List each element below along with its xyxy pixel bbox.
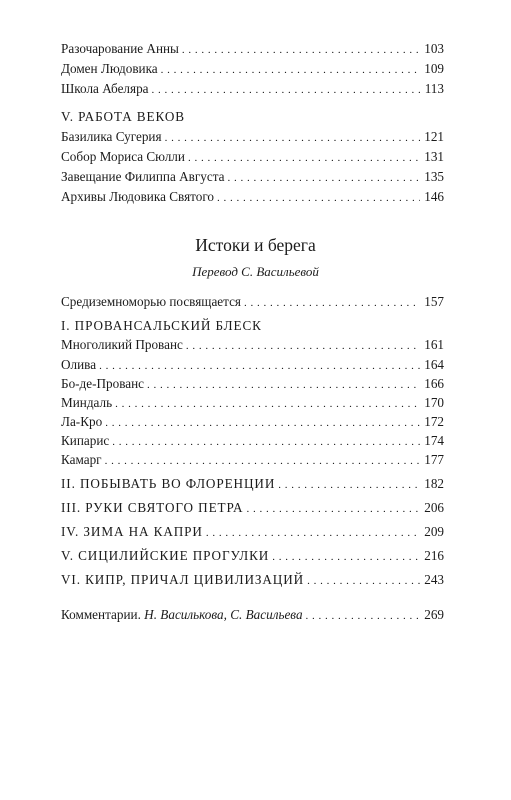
toc-entry-title: Домен Людовика <box>61 61 158 76</box>
dot-leader <box>161 62 421 78</box>
dot-leader <box>112 434 420 450</box>
toc-entry-title: Собор Мориса Сюлли <box>61 149 185 164</box>
toc-part-entry <box>61 524 444 541</box>
dot-leader <box>278 477 420 493</box>
toc-entry-title: Миндаль <box>61 395 113 410</box>
section-heading: I. ПРОВАНСАЛЬСКИЙ БЛЕСК <box>61 318 262 333</box>
toc-entry-title: Ла-Кро <box>61 414 103 429</box>
toc-entry-title: Средиземноморью посвящается <box>61 294 241 309</box>
dot-leader <box>105 453 421 469</box>
toc-entry-page: 174 <box>424 433 444 448</box>
toc-part-entry <box>61 548 444 565</box>
toc-entry-page: 103 <box>424 41 444 56</box>
toc-entry-title: V. СИЦИЛИЙСКИЕ ПРОГУЛКИ <box>61 548 270 563</box>
toc-entry-title: II. ПОБЫВАТЬ ВО ФЛОРЕНЦИИ <box>61 476 276 491</box>
toc-entry <box>61 414 444 431</box>
toc-entry-page: 172 <box>424 414 444 429</box>
toc-entry <box>61 61 444 78</box>
section-heading: V. РАБОТА ВЕКОВ <box>61 109 185 124</box>
toc-entry-page: 113 <box>424 81 444 96</box>
toc-entry <box>61 433 444 450</box>
toc-entry-page: 269 <box>424 607 444 622</box>
dot-leader <box>188 150 420 166</box>
toc-entry-title: IV. ЗИМА НА КАПРИ <box>61 524 203 539</box>
toc-entry <box>61 357 444 374</box>
toc-entry-page: 182 <box>424 476 444 491</box>
toc-entry-page: 243 <box>424 572 444 587</box>
toc-entry <box>61 294 444 311</box>
toc-entry-page: 177 <box>424 452 444 467</box>
toc-entry-page: 131 <box>424 149 444 164</box>
dot-leader <box>272 549 420 565</box>
toc-entry-page: 161 <box>424 337 444 352</box>
toc-entry-page: 170 <box>424 395 444 410</box>
toc-entry <box>61 169 444 186</box>
toc-entry-title: Бо-де-Прованс <box>61 376 145 391</box>
dot-leader <box>246 501 420 517</box>
dot-leader <box>165 130 421 146</box>
toc-entry-title: Олива <box>61 357 97 372</box>
toc-entry-page: 157 <box>424 294 444 309</box>
toc-entry-title: Базилика Сугерия <box>61 129 162 144</box>
dot-leader <box>217 190 420 206</box>
toc-entry-title <box>61 607 306 623</box>
translator-credit: Перевод С. Васильевой <box>192 264 319 279</box>
toc-entry <box>61 129 444 146</box>
toc-entry-page: 109 <box>424 61 444 76</box>
toc-part-entry <box>61 476 444 493</box>
toc-entry-page: 121 <box>424 129 444 144</box>
dot-leader <box>307 573 420 589</box>
toc-entry <box>61 395 444 412</box>
dot-leader <box>152 82 421 98</box>
toc-entry-page: 166 <box>424 376 444 391</box>
dot-leader <box>147 377 420 393</box>
dot-leader <box>99 358 420 374</box>
dot-leader <box>105 415 420 431</box>
toc-entry <box>61 607 444 624</box>
dot-leader <box>206 525 420 541</box>
toc-entry-page: 216 <box>424 548 444 563</box>
dot-leader <box>182 42 420 58</box>
book-title: Истоки и берега <box>195 235 316 255</box>
dot-leader <box>244 295 420 311</box>
dot-leader <box>306 608 421 624</box>
toc-entry-page: 135 <box>424 169 444 184</box>
toc-entry-title: Камарг <box>61 452 102 467</box>
toc-entry-title: Архивы Людовика Святого <box>61 189 214 204</box>
dot-leader <box>186 338 420 354</box>
dot-leader <box>228 170 421 186</box>
toc-entry <box>61 81 444 98</box>
toc-entry-title: Завещание Филиппа Августа <box>61 169 225 184</box>
toc-entry-title: VI. КИПР, ПРИЧАЛ ЦИВИЛИЗАЦИЙ <box>61 572 305 587</box>
toc-entry-title: III. РУКИ СВЯТОГО ПЕТРА <box>61 500 244 515</box>
toc-entry-page: 146 <box>424 189 444 204</box>
toc-entry-title: Кипарис <box>61 433 110 448</box>
toc-entry <box>61 149 444 166</box>
toc-part-entry <box>61 500 444 517</box>
toc-entry <box>61 189 444 206</box>
toc-entry-title: Разочарование Анны <box>61 41 179 56</box>
toc-entry-title: Школа Абеляра <box>61 81 149 96</box>
toc-entry <box>61 376 444 393</box>
toc-entry <box>61 41 444 58</box>
toc-part-entry <box>61 572 444 589</box>
commentary-label: Комментарии. <box>61 607 141 622</box>
toc-entry-page: 164 <box>424 357 444 372</box>
toc-entry-page: 206 <box>424 500 444 515</box>
dot-leader <box>115 396 420 412</box>
toc-entry <box>61 337 444 354</box>
toc-entry-title: Многоликий Прованс <box>61 337 183 352</box>
toc-entry-page: 209 <box>424 524 444 539</box>
toc-entry <box>61 452 444 469</box>
commentary-authors: Н. Василькова, С. Васильева <box>144 607 303 622</box>
